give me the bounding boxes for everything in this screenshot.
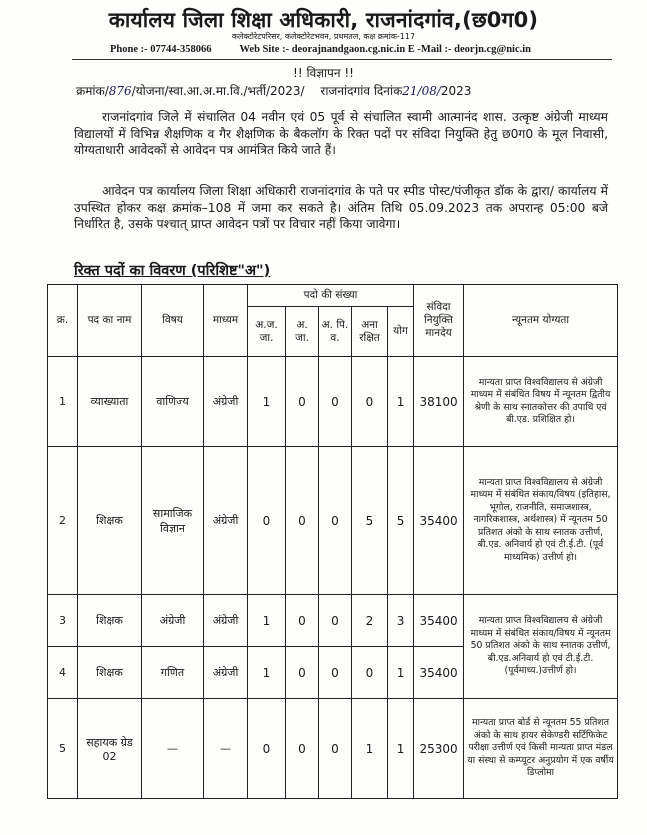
header-total: योग xyxy=(388,307,414,357)
date-year: 2023 xyxy=(440,84,472,98)
cell-qualification: मान्यता प्राप्त विश्वविद्यालय से अंग्रेजी माध्यम में संबंधित संकाय/विषय (इतिहास, भूगोल, राजनीति, समाजशास्त्र, नागरिकशास्त्र, अर्थशास्त्र) में न्यूनतम 50 प्रतिशत अंको के साथ स्नातक उत्तीर्ण, बी.एड. अनिवार्य हो एवं टी.ई.टी. (पूर्व माध्यमिक) उत्तीर्ण हो। xyxy=(464,447,618,595)
cell-st: 0 xyxy=(286,595,319,647)
header-medium: माध्यम xyxy=(204,285,248,357)
office-title: कार्यालय जिला शिक्षा अधिकारी, राजनांदगांव,(छ0ग0) xyxy=(108,8,539,32)
ref-number-handwritten: 876 xyxy=(108,84,132,98)
header-posts-count: पदो की संख्या xyxy=(248,285,414,307)
table-header-row xyxy=(48,285,618,307)
header-honorarium: संविदा नियुक्ति मानदेय xyxy=(414,285,464,357)
cell-subject: अंग्रेजी xyxy=(142,595,204,647)
header-qualification: न्यूनतम योग्यता xyxy=(464,285,618,357)
paragraph-1-text: राजनांदगांव जिले में संचालित 04 नवीन एवं 05 पूर्व से संचालित स्वामी आत्मानंद शास. उत्कृष्ट अंग्रेजी माध्यम विद्यालयों में विभिन्न शैक्षणिक व गैर शैक्षणिक के बैकलॉग के रिक्त पदों पर संविदा नियुक्ति हेतु छ0ग0 के मूल निवासी, योग्यताधारी आवेदकों से आवेदन पत्र आमंत्रित किये जाते हैं। xyxy=(74,110,608,157)
cell-sc: 1 xyxy=(248,647,286,699)
cell-sc: 0 xyxy=(248,447,286,595)
cell-medium: अंग्रेजी xyxy=(204,447,248,595)
cell-sno: 5 xyxy=(48,699,78,799)
cell-honorarium: 38100 xyxy=(414,357,464,447)
date-handwritten: 21/08/ xyxy=(402,84,441,98)
cell-honorarium: 35400 xyxy=(414,647,464,699)
cell-sc: 0 xyxy=(248,699,286,799)
cell-unreserved: 5 xyxy=(352,447,388,595)
cell-st: 0 xyxy=(286,647,319,699)
cell-sno: 3 xyxy=(48,595,78,647)
cell-post: शिक्षक xyxy=(78,447,142,595)
cell-unreserved: 2 xyxy=(352,595,388,647)
cell-sno: 1 xyxy=(48,357,78,447)
cell-subject: सामाजिक विज्ञान xyxy=(142,447,204,595)
ref-prefix: क्रमांक/ xyxy=(76,84,109,98)
cell-st: 0 xyxy=(286,357,319,447)
cell-honorarium: 35400 xyxy=(414,595,464,647)
header-st: अ. जा. xyxy=(286,307,319,357)
cell-qualification: मान्यता प्राप्त बोर्ड से न्यूनतम 55 प्रतिशत अंको के साथ हायर सेकेण्डरी सर्टिफिकेट परीक्षा उत्तीर्ण एवं किसी मान्यता प्राप्त मंडल या संस्था से कम्प्यूटर अनुप्रयोग में एक वर्षीय डिप्लोमा xyxy=(464,699,618,799)
header-unreserved: अना रक्षित xyxy=(352,307,388,357)
table-row xyxy=(48,447,618,595)
paragraph-1 xyxy=(74,109,608,159)
cell-qualification: मान्यता प्राप्त विश्वविद्यालय से अंग्रेजी माध्यम में संबंधित विषय में न्यूनतम द्वितीय श्रेणी के साथ स्नातकोत्तर की उपाधि एवं बी.एड. प्रशिक्षित हो। xyxy=(464,357,618,447)
table-row xyxy=(48,699,618,799)
cell-subject: वाणिज्य xyxy=(142,357,204,447)
cell-subject: गणित xyxy=(142,647,204,699)
cell-obc: 0 xyxy=(319,699,352,799)
cell-medium: — xyxy=(204,699,248,799)
cell-sno: 2 xyxy=(48,447,78,595)
section-title: रिक्त पदों का विवरण (परिशिष्ट"अ") xyxy=(74,263,271,279)
cell-obc: 0 xyxy=(319,447,352,595)
cell-total: 1 xyxy=(388,699,414,799)
cell-post: सहायक ग्रेड 02 xyxy=(78,699,142,799)
header-subject: विषय xyxy=(142,285,204,357)
notice-heading: !! विज्ञापन !! xyxy=(293,66,354,80)
cell-total: 5 xyxy=(388,447,414,595)
cell-obc: 0 xyxy=(319,357,352,447)
header-sno: क्र. xyxy=(48,285,78,357)
cell-honorarium: 25300 xyxy=(414,699,464,799)
paragraph-2 xyxy=(74,183,608,233)
cell-medium: अंग्रेजी xyxy=(204,647,248,699)
website-email: Web Site :- deorajnandgaon.cg.nic.in E -Mail :- deorjn.cg@nic.in xyxy=(239,44,532,55)
cell-st: 0 xyxy=(286,447,319,595)
header-divider xyxy=(72,59,612,60)
cell-sc: 1 xyxy=(248,595,286,647)
cell-sc: 1 xyxy=(248,357,286,447)
office-address: कलेक्टोरेटपरिसर, कलेक्टोरेटभवन, प्रथमतल, कक्ष क्रमांक-117 xyxy=(231,32,416,41)
cell-subject: — xyxy=(142,699,204,799)
cell-unreserved: 1 xyxy=(352,699,388,799)
cell-medium: अंग्रेजी xyxy=(204,595,248,647)
cell-unreserved: 0 xyxy=(352,357,388,447)
header-obc: अ. पि. व. xyxy=(319,307,352,357)
cell-sno: 4 xyxy=(48,647,78,699)
cell-qualification-shared: मान्यता प्राप्त विश्वविद्यालय से अंग्रेजी माध्यम में संबंधित संकाय/विषय में न्यूनतम 50 प्रतिशत अंको के साथ स्नातक उत्तीर्ण, बी.एड.अनिवार्य हो एवं टी.ई.टी. (पूर्वमाध्य.)उत्तीर्ण हो। xyxy=(464,595,618,699)
cell-obc: 0 xyxy=(319,595,352,647)
contact-line xyxy=(110,44,630,55)
header-post: पद का नाम xyxy=(78,285,142,357)
phone-number: Phone :- 07744-358066 xyxy=(110,44,212,55)
vacancy-table xyxy=(47,284,618,799)
cell-unreserved: 0 xyxy=(352,647,388,699)
table-row xyxy=(48,595,618,647)
cell-st: 0 xyxy=(286,699,319,799)
cell-post: शिक्षक xyxy=(78,647,142,699)
cell-total: 3 xyxy=(388,595,414,647)
cell-medium: अंग्रेजी xyxy=(204,357,248,447)
header-sc: अ.ज. जा. xyxy=(248,307,286,357)
paragraph-2-text: आवेदन पत्र कार्यालय जिला शिक्षा अधिकारी राजनांदगांव के पते पर स्पीड पोस्ट/पंजीकृत डॉक के द्वारा/ कार्यालय में उपस्थित होकर कक्ष क्रमांक–108 में जमा कर सकते है। अंतिम तिथि 05.09.2023 तक अपरान्ह 05:00 बजे निर्धारित है, उसके पश्चात् प्राप्त आवेदन पत्रों पर विचार नहीं किया जावेगा। xyxy=(74,184,608,231)
cell-post: व्याख्याता xyxy=(78,357,142,447)
cell-post: शिक्षक xyxy=(78,595,142,647)
cell-total: 1 xyxy=(388,647,414,699)
cell-total: 1 xyxy=(388,357,414,447)
cell-honorarium: 35400 xyxy=(414,447,464,595)
reference-line xyxy=(76,82,616,99)
place-date-label: राजनांदगांव दिनांक xyxy=(320,84,403,98)
cell-obc: 0 xyxy=(319,647,352,699)
table-row xyxy=(48,357,618,447)
ref-suffix: /योजना/स्वा.आ.अ.मा.वि./भर्ती/2023/ xyxy=(131,84,305,98)
